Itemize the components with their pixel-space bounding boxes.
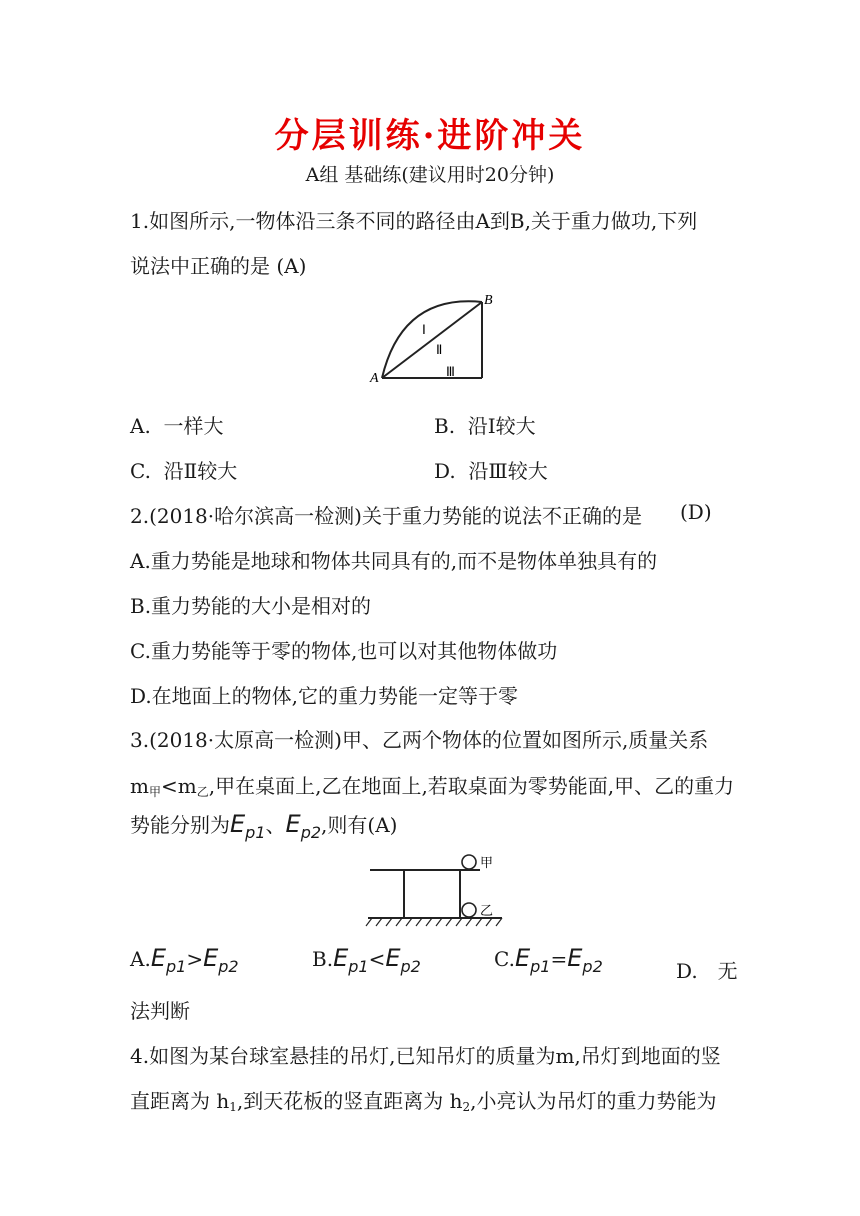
label-yi: 乙	[480, 903, 494, 918]
q3-stem-line2: $m_甲<m_乙$,甲在桌面上,乙在地面上,若取桌面为零势能面,甲、乙的重力	[130, 774, 735, 799]
q2-option-d: D.在地面上的物体,它的重力势能一定等于零	[130, 684, 519, 708]
q3-stem-line1: 3.(2018·太原高一检测)甲、乙两个物体的位置如图所示,质量关系	[130, 728, 709, 752]
q3-option-d: D. 无	[676, 959, 738, 983]
q2-stem: 2.(2018·哈尔滨高一检测)关于重力势能的说法不正确的是	[130, 504, 642, 528]
ep2-symbol: $E_{p2}$	[285, 810, 322, 842]
section-subtitle: A组 基础练(建议用时20分钟)	[305, 164, 555, 186]
q4-stem-line1: 4.如图为某台球室悬挂的吊灯,已知吊灯的质量为m,吊灯到地面的竖	[130, 1044, 721, 1068]
q1-path-figure	[366, 288, 506, 388]
ball-jia	[462, 855, 476, 869]
path-iii-label: Ⅲ	[446, 364, 455, 379]
q3-option-a: $A.E_{p1}>E_{p2}$	[130, 944, 239, 976]
q4-stem-line2: 直距离为 $h_1$,到天花板的竖直距离为 $h_2$,小亮认为吊灯的重力势能为	[130, 1089, 717, 1114]
q2-option-a: A.重力势能是地球和物体共同具有的,而不是物体单独具有的	[130, 549, 658, 573]
q3-option-b: $B.E_{p1}<E_{p2}$	[312, 944, 421, 976]
point-a-label: A	[370, 371, 379, 386]
q2-option-b: B.重力势能的大小是相对的	[130, 594, 372, 618]
path-ii-label: Ⅱ	[436, 342, 443, 357]
ep1-symbol: $E_{p1}$	[230, 810, 266, 842]
q2-option-c: C.重力势能等于零的物体,也可以对其他物体做功	[130, 639, 558, 663]
q3-option-c: $C.E_{p1}=E_{p2}$	[494, 944, 603, 976]
point-b-label: B	[484, 293, 493, 308]
q1-option-d: D. 沿Ⅲ较大	[434, 459, 548, 483]
q3-stem-line3: 势能分别为$E_{p1}$、$E_{p2}$,则有(A)	[130, 810, 398, 842]
ground-hatch	[366, 918, 502, 926]
q1-option-c: C. 沿Ⅱ较大	[130, 459, 238, 483]
q3-table-figure	[362, 848, 512, 930]
q1-option-a: A. 一样大	[130, 414, 224, 438]
q1-option-b: B. 沿Ⅰ较大	[434, 414, 536, 438]
q1-stem-line2: 说法中正确的是 (A)	[130, 254, 307, 278]
page-title: 分层训练·进阶冲关	[274, 116, 586, 156]
q3-option-d-continued: 法判断	[130, 999, 190, 1023]
path-i-label: Ⅰ	[422, 322, 426, 337]
label-jia: 甲	[480, 855, 494, 870]
q1-stem-line1: 1.如图所示,一物体沿三条不同的路径由A到B,关于重力做功,下列	[130, 209, 698, 233]
q2-answer: (D)	[680, 500, 712, 524]
ball-yi	[462, 903, 476, 917]
